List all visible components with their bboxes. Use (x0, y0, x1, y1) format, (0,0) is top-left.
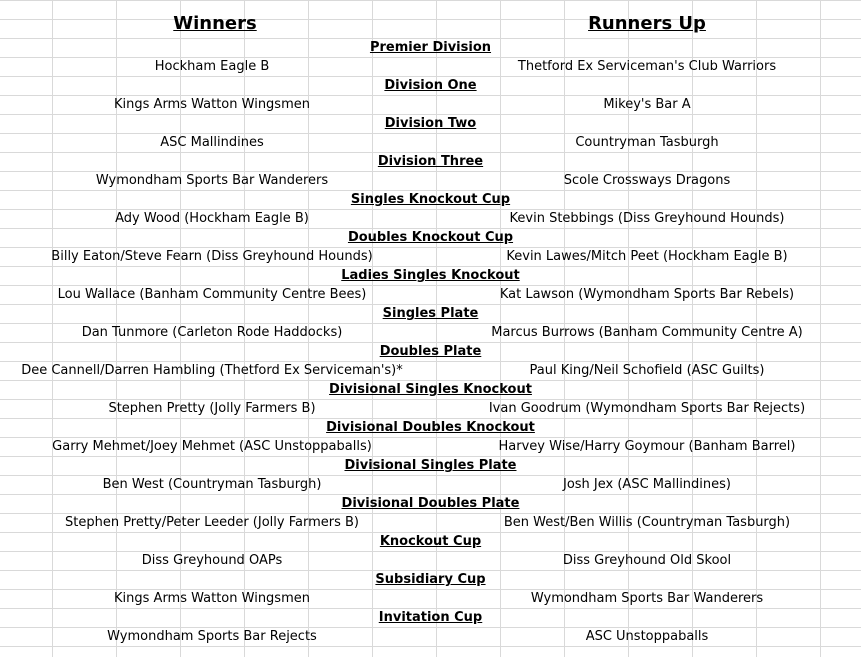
competition-title[interactable]: Division Two (384, 116, 477, 131)
competition-title[interactable]: Singles Plate (382, 306, 479, 321)
competition-title[interactable]: Premier Division (369, 40, 492, 55)
competition-section (0, 342, 861, 380)
runner-up-cell[interactable]: Kat Lawson (Wymondham Sports Bar Rebels) (499, 287, 795, 302)
runners-up-header[interactable]: Runners Up (588, 13, 706, 34)
runner-up-cell[interactable]: Thetford Ex Serviceman's Club Warriors (517, 59, 777, 74)
competition-section (0, 266, 861, 304)
runner-up-cell[interactable]: Diss Greyhound Old Skool (562, 553, 732, 568)
winner-cell[interactable]: Stephen Pretty (Jolly Farmers B) (108, 401, 316, 416)
winner-cell[interactable]: Diss Greyhound OAPs (141, 553, 283, 568)
winner-cell[interactable]: Lou Wallace (Banham Community Centre Bees) (57, 287, 367, 302)
competition-title[interactable]: Division Three (377, 154, 484, 169)
winner-cell[interactable]: Garry Mehmet/Joey Mehmet (ASC Unstoppaballs) (52, 439, 372, 454)
runner-up-cell[interactable]: Scole Crossways Dragons (563, 173, 731, 188)
competition-title[interactable]: Doubles Plate (379, 344, 482, 359)
competition-title[interactable]: Subsidiary Cup (375, 572, 486, 587)
winner-cell[interactable]: Dan Tunmore (Carleton Rode Haddocks) (81, 325, 343, 340)
winner-cell[interactable]: Ben West (Countryman Tasburgh) (102, 477, 322, 492)
runner-up-cell[interactable]: Kevin Lawes/Mitch Peet (Hockham Eagle B) (506, 249, 788, 264)
competition-title[interactable]: Divisional Doubles Knockout (326, 420, 535, 435)
competition-section (0, 608, 861, 646)
runner-up-cell[interactable]: Paul King/Neil Schofield (ASC Guilts) (529, 363, 765, 378)
winners-header[interactable]: Winners (173, 13, 257, 34)
competition-title[interactable]: Singles Knockout Cup (350, 192, 511, 207)
competition-title[interactable]: Divisional Singles Plate (344, 458, 517, 473)
competition-section (0, 76, 861, 114)
winner-cell[interactable]: Wymondham Sports Bar Rejects (107, 629, 317, 644)
competition-section (0, 532, 861, 570)
competition-title[interactable]: Ladies Singles Knockout (341, 268, 520, 283)
competition-list (0, 38, 861, 646)
competition-title[interactable]: Knockout Cup (379, 534, 482, 549)
winner-cell[interactable]: Dee Cannell/Darren Hambling (Thetford Ex Serviceman's)* (21, 363, 403, 378)
competition-section (0, 380, 861, 418)
competition-section (0, 418, 861, 456)
competition-section (0, 494, 861, 532)
competition-title[interactable]: Divisional Singles Knockout (329, 382, 532, 397)
competition-section (0, 228, 861, 266)
runner-up-cell[interactable]: Ivan Goodrum (Wymondham Sports Bar Rejects) (488, 401, 806, 416)
runner-up-cell[interactable]: Mikey's Bar A (603, 97, 691, 112)
competition-section (0, 38, 861, 76)
runner-up-cell[interactable]: Kevin Stebbings (Diss Greyhound Hounds) (509, 211, 785, 226)
competition-title[interactable]: Divisional Doubles Plate (341, 496, 520, 511)
winner-cell[interactable]: Wymondham Sports Bar Wanderers (95, 173, 329, 188)
runner-up-cell[interactable]: Ben West/Ben Willis (Countryman Tasburgh) (503, 515, 791, 530)
winner-cell[interactable]: ASC Mallindines (160, 135, 264, 150)
competition-section (0, 456, 861, 494)
winner-cell[interactable]: Stephen Pretty/Peter Leeder (Jolly Farmers B) (64, 515, 359, 530)
competition-title[interactable]: Doubles Knockout Cup (347, 230, 514, 245)
runner-up-cell[interactable]: ASC Unstoppaballs (585, 629, 709, 644)
winner-cell[interactable]: Hockham Eagle B (154, 59, 270, 74)
competition-section (0, 190, 861, 228)
runner-up-cell[interactable]: Countryman Tasburgh (575, 135, 719, 150)
competition-title[interactable]: Division One (384, 78, 477, 93)
competition-section (0, 304, 861, 342)
header-row (0, 0, 861, 38)
runner-up-cell[interactable]: Josh Jex (ASC Mallindines) (563, 477, 731, 492)
winner-cell[interactable]: Kings Arms Watton Wingsmen (114, 97, 310, 112)
runner-up-cell[interactable]: Wymondham Sports Bar Wanderers (530, 591, 764, 606)
competition-section (0, 152, 861, 190)
competition-title[interactable]: Invitation Cup (378, 610, 483, 625)
runner-up-cell[interactable]: Marcus Burrows (Banham Community Centre A) (491, 325, 803, 340)
winner-cell[interactable]: Kings Arms Watton Wingsmen (114, 591, 310, 606)
winner-cell[interactable]: Billy Eaton/Steve Fearn (Diss Greyhound Hounds) (51, 249, 373, 264)
runner-up-cell[interactable]: Harvey Wise/Harry Goymour (Banham Barrel) (498, 439, 796, 454)
competition-section (0, 114, 861, 152)
winner-cell[interactable]: Ady Wood (Hockham Eagle B) (115, 211, 309, 226)
competition-section (0, 570, 861, 608)
